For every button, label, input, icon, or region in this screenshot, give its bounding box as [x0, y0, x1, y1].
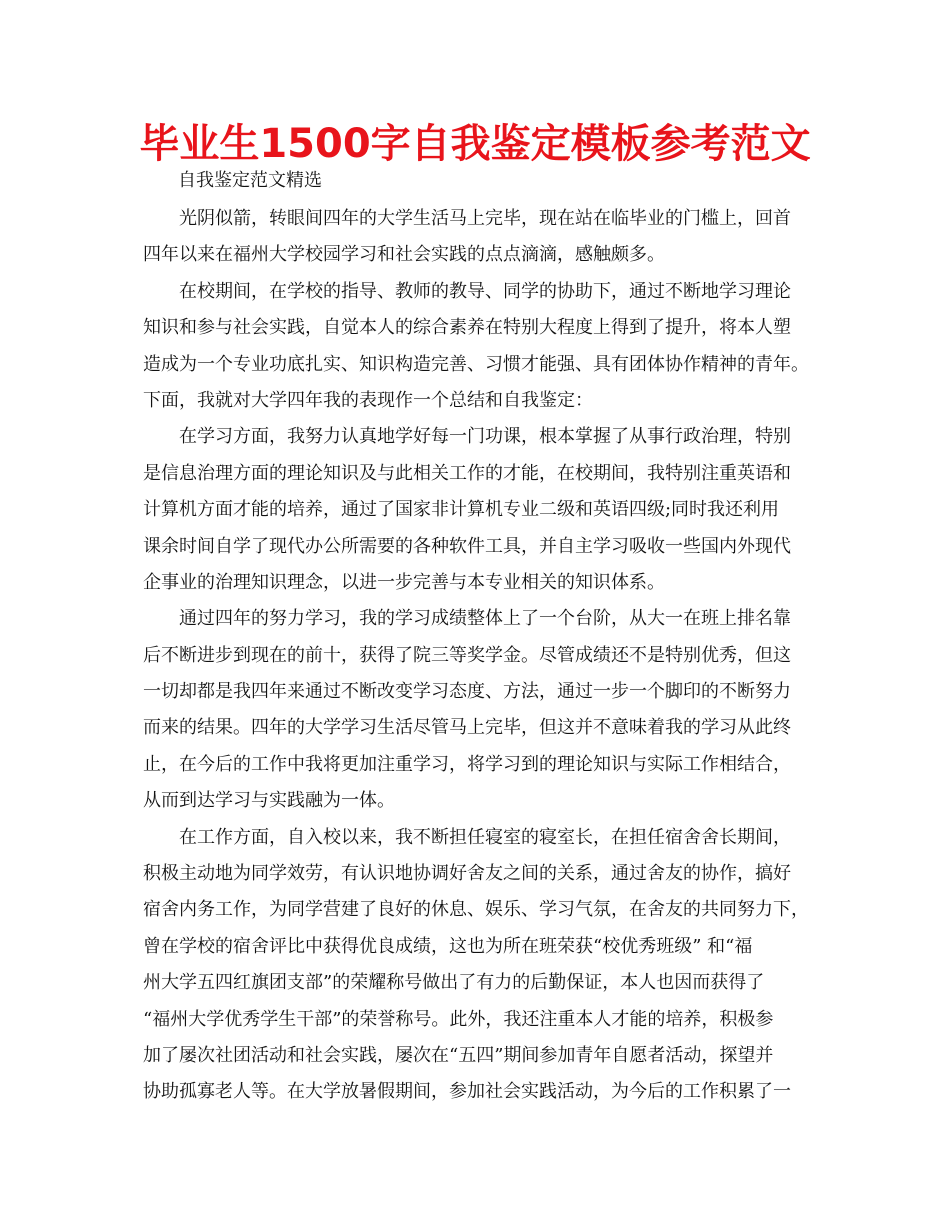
body-line: 一切却都是我四年来通过不断改变学习态度、方法，通过一步一个脚印的不断努力: [143, 681, 791, 703]
body-line: 在工作方面，自入校以来，我不断担任寝室的寝室长，在担任宿舍舍长期间，: [179, 826, 791, 848]
body-line: 止，在今后的工作中我将更加注重学习，将学习到的理论知识与实际工作相结合，: [143, 753, 791, 775]
body-line: 在校期间，在学校的指导、教师的教导、同学的协助下，通过不断地学习理论: [179, 280, 791, 302]
document-title: 毕业生1500字自我鉴定模板参考范文: [139, 121, 811, 167]
body-line: 而来的结果。四年的大学学习生活尽管马上完毕，但这并不意味着我的学习从此终: [143, 717, 791, 739]
body-line: 协助孤寡老人等。在大学放暑假期间，参加社会实践活动，为今后的工作积累了一: [143, 1081, 791, 1103]
body-line: 计算机方面才能的培养，通过了国家非计算机专业二级和英语四级;同时我还利用: [143, 499, 780, 521]
body-line: 光阴似箭，转眼间四年的大学生活马上完毕，现在站在临毕业的门槛上，回首: [179, 208, 791, 229]
body-line: 曾在学校的宿舍评比中获得优良成绩，这也为所在班荣获“校优秀班级” 和“福: [143, 935, 753, 957]
body-line: 四年以来在福州大学校园学习和社会实践的点点滴滴，感触颇多。: [143, 244, 665, 266]
body-line: “福州大学优秀学生干部”的荣誉称号。此外，我还注重本人才能的培养，积极参: [143, 1008, 774, 1030]
body-line: 知识和参与社会实践，自觉本人的综合素养在特别大程度上得到了提升，将本人塑: [143, 317, 791, 339]
body-line: 宿舍内务工作，为同学营建了良好的休息、娱乐、学习气氛，在舍友的共同努力下，: [143, 899, 809, 921]
body-line: 下面，我就对大学四年我的表现作一个总结和自我鉴定：: [143, 389, 593, 411]
body-line: 后不断进步到现在的前十，获得了院三等奖学金。尽管成绩还不是特别优秀，但这: [143, 644, 791, 666]
body-line: 造成为一个专业功底扎实、知识构造完善、习惯才能强、具有团体协作精神的青年。: [143, 353, 809, 375]
body-line: 通过四年的努力学习，我的学习成绩整体上了一个台阶，从大一在班上排名靠: [179, 608, 791, 630]
body-line: 是信息治理方面的理论知识及与此相关工作的才能，在校期间，我特别注重英语和: [143, 462, 791, 484]
body-line: 在学习方面，我努力认真地学好每一门功课，根本掌握了从事行政治理，特别: [179, 426, 791, 448]
body-line: 加了屡次社团活动和社会实践，屡次在“五四”期间参加青年自愿者活动，探望并: [143, 1044, 774, 1066]
body-line: 课余时间自学了现代办公所需要的各种软件工具，并自主学习吸收一些国内外现代: [143, 535, 791, 557]
body-line: 企事业的治理知识理念，以进一步完善与本专业相关的知识体系。: [143, 571, 665, 593]
document-subtitle: 自我鉴定范文精选: [178, 170, 322, 191]
body-line: 州大学五四红旗团支部”的荣耀称号做出了有力的后勤保证，本人也因而获得了: [143, 972, 765, 994]
document-body: [143, 201, 828, 1111]
body-line: 积极主动地为同学效劳，有认识地协调好舍友之间的关系，通过舍友的协作，搞好: [143, 863, 791, 885]
body-line: 从而到达学习与实践融为一体。: [143, 790, 395, 812]
